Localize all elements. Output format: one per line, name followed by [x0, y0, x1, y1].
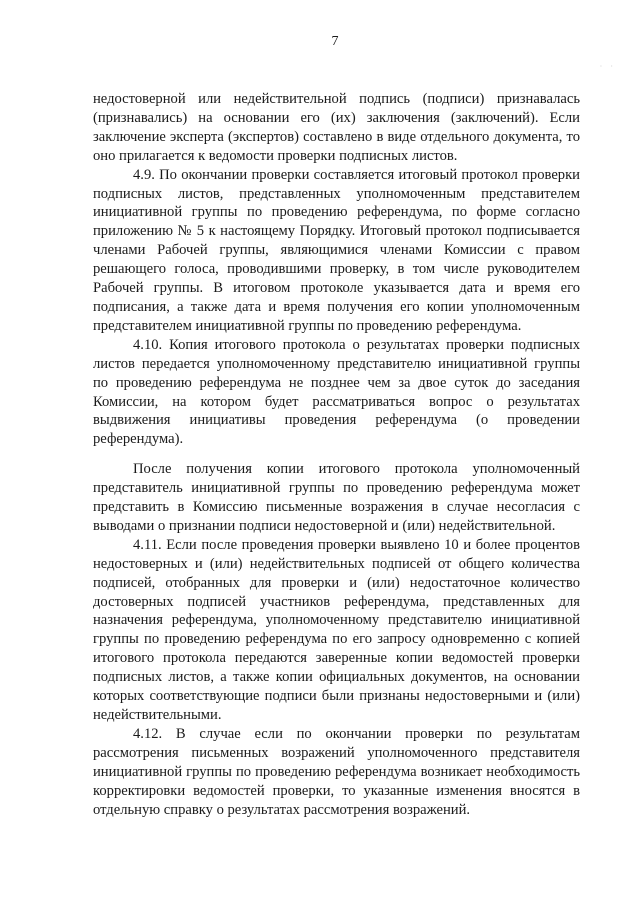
scan-mark: · ·	[599, 62, 616, 71]
paragraph-4-10: 4.10. Копия итогового протокола о результатах проверки подписных листов передается уполномоченному представителю инициативной группы по проведению референдума не позднее чем за двое суток до заседания Комиссии, на котором будет рассматриваться вопрос о результатах выдвижения инициативы проведения референдума (о проведении референдума).	[93, 336, 580, 448]
paragraph-objections: После получения копии итогового протокола уполномоченный представитель инициативной группы по проведению референдума может представить в Комиссию письменные возражения в случае несогласия с выводами о признании подписи недостоверной и (или) недействительной.	[93, 461, 580, 534]
paragraph-continuation: недостоверной или недействительной подпись (подписи) признавалась (признавались) на основании его (их) заключения (заключений). Если заключение эксперта (экспертов) составлено в виде отдельного документа, то оно прилагается к ведомости проверки подписных листов.	[93, 91, 580, 164]
paragraph-4-12: 4.12. В случае если по окончании проверки по результатам рассмотрения письменных возражений уполномоченного представителя инициативной группы по проведению референдума возникает необходимость корректировки ведомостей проверки, то указанные изменения вносятся в отдельную справку о результатах рассмотрения возражений.	[93, 725, 580, 818]
paragraph-4-11: 4.11. Если после проведения проверки выявлено 10 и более процентов недостоверных и (или) недействительных подписей от общего количества подписей, отобранных для проверки и (или) недостаточное количество достоверных подписей участников референдума, представленных для назначения референдума, уполномоченному представителю инициативной группы по проведению референдума по его запросу одновременно с копией итогового протокола передаются заверенные копии ведомостей проверки подписных листов, а также копии официальных документов, на основании которых соответствующие подписи были признаны недостоверными и (или) недействительными.	[93, 536, 580, 723]
page-number: 7	[331, 34, 339, 49]
paragraph-4-9: 4.9. По окончании проверки составляется итоговый протокол проверки подписных листов, представленных уполномоченным представителем инициативной группы по проведению референдума, по форме согласно приложению № 5 к настоящему Порядку. Итоговый протокол подписывается членами Рабочей группы, являющимися членами Комиссии с правом решающего голоса, проводившими проверку, в том числе руководителем Рабочей группы. В итоговом протоколе указывается дата и время его подписания, а также дата и время получения его копии уполномоченным представителем инициативной группы по проведению референдума.	[93, 166, 580, 334]
document-body	[93, 90, 580, 819]
